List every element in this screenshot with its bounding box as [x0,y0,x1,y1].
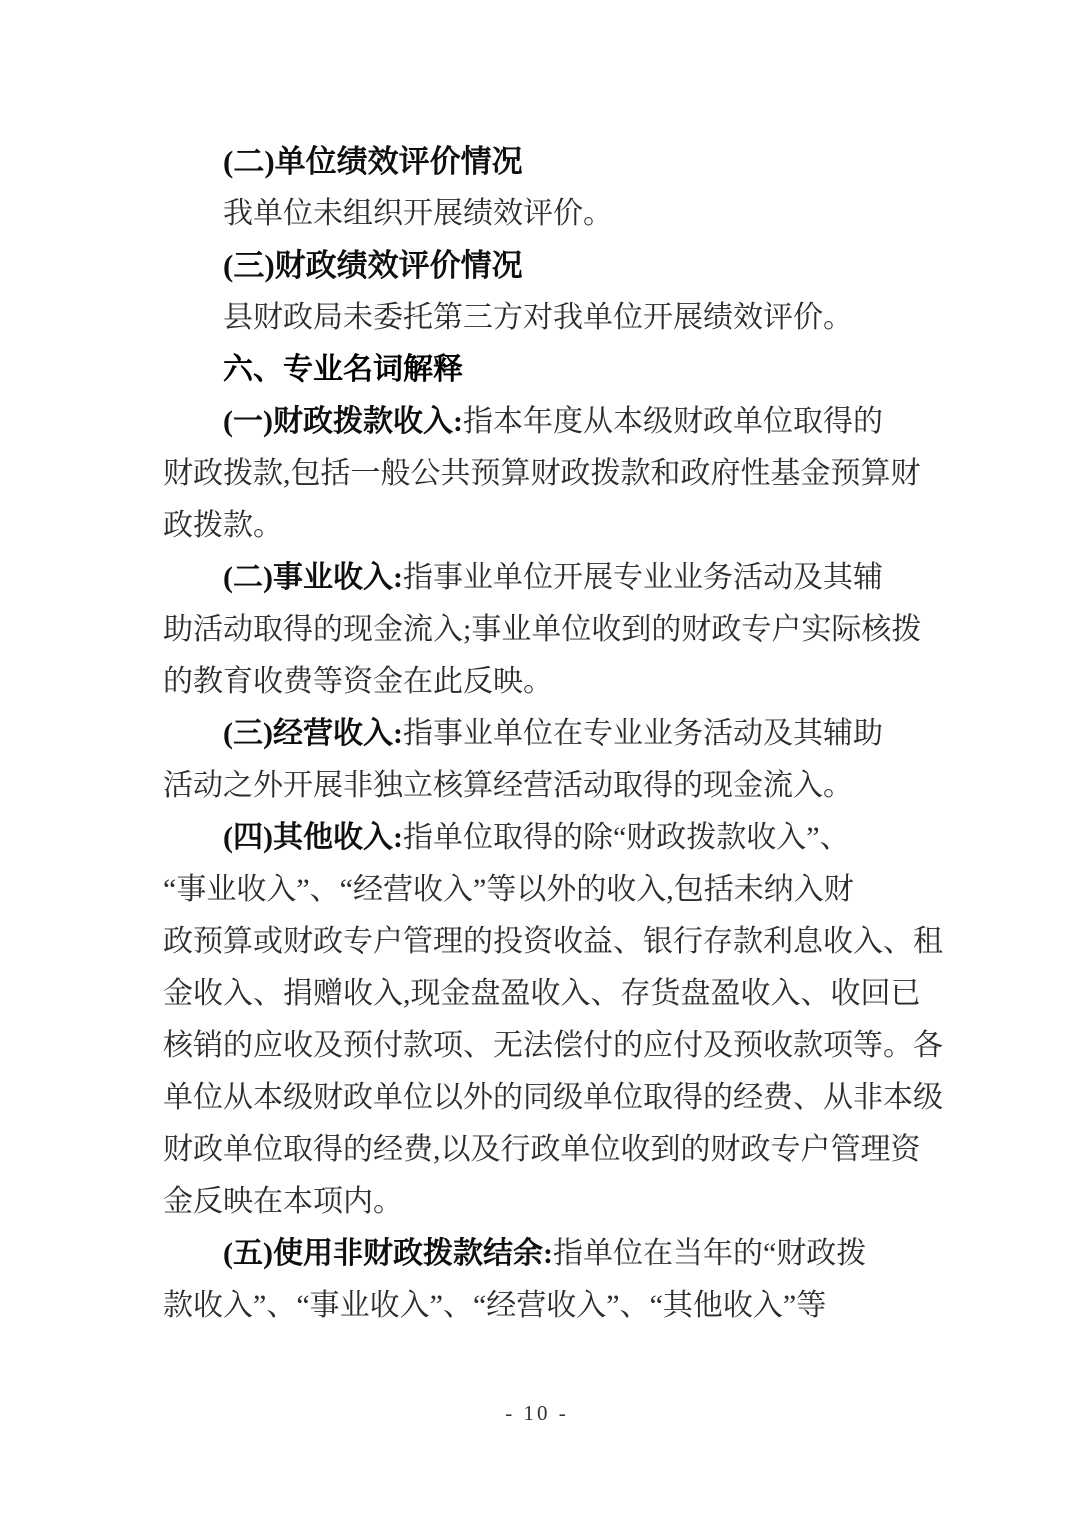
text-line [163,1020,943,1072]
section-heading [163,136,923,188]
body-text: 政拨款。 [163,509,283,542]
body-text: 指单位在当年的“财政拨 [552,1237,867,1270]
text-line [163,1280,923,1332]
text-line [163,1176,923,1228]
text-line [163,1072,943,1124]
body-text: 的教育收费等资金在此反映。 [163,665,553,698]
document-body [163,136,943,1332]
body-text: 款收入”、“事业收入”、“经营收入”、“其他收入”等 [163,1289,827,1322]
body-text: 指事业单位开展专业业务活动及其辅 [402,561,883,594]
text-line [163,1228,923,1280]
emphasized-text: (三)经营收入: [223,717,403,750]
body-text: 政预算或财政专户管理的投资收益、银行存款利息收入、租 [163,925,943,958]
emphasized-text: (五)使用非财政拨款结余: [223,1237,553,1270]
body-text: 助活动取得的现金流入;事业单位收到的财政专户实际核拨 [163,613,922,646]
emphasized-text: (三)财政绩效评价情况 [223,248,523,283]
text-line [163,188,923,240]
text-line [163,396,923,448]
text-line [163,292,923,344]
body-text: 县财政局未委托第三方对我单位开展绩效评价。 [223,301,853,334]
text-line [163,448,923,500]
text-line [163,604,923,656]
body-text: 指本年度从本级财政单位取得的 [462,405,883,438]
body-text: 指事业单位在专业业务活动及其辅助 [402,717,883,750]
body-text: 单位从本级财政单位以外的同级单位取得的经费、从非本级 [163,1081,943,1114]
text-line [163,1124,923,1176]
body-text: 财政单位取得的经费,以及行政单位收到的财政专户管理资 [163,1133,921,1166]
body-text: 我单位未组织开展绩效评价。 [223,197,613,230]
text-line [163,656,923,708]
emphasized-text: (一)财政拨款收入: [223,405,463,438]
section-heading [163,240,923,292]
body-text: 财政拨款,包括一般公共预算财政拨款和政府性基金预算财 [163,457,921,490]
body-text: 金收入、捐赠收入,现金盘盈收入、存货盘盈收入、收回已 [163,977,921,1010]
body-text: 金反映在本项内。 [163,1185,403,1218]
emphasized-text: (二)单位绩效评价情况 [223,144,523,179]
section-heading [163,344,923,396]
body-text: “事业收入”、“经营收入”等以外的收入,包括未纳入财 [163,873,854,906]
text-line [163,552,923,604]
emphasized-text: 六、专业名词解释 [223,353,463,386]
body-text: 指单位取得的除“财政拨款收入”、 [402,821,850,854]
text-line [163,760,923,812]
text-line [163,968,923,1020]
body-text: 活动之外开展非独立核算经营活动取得的现金流入。 [163,769,853,802]
body-text: 核销的应收及预付款项、无法偿付的应付及预收款项等。各 [163,1029,943,1062]
text-line [163,916,943,968]
emphasized-text: (四)其他收入: [223,821,403,854]
text-line [163,500,923,552]
text-line [163,708,923,760]
text-line [163,812,923,864]
emphasized-text: (二)事业收入: [223,561,403,594]
text-line [163,864,923,916]
page-number: - 10 - [505,1401,569,1425]
